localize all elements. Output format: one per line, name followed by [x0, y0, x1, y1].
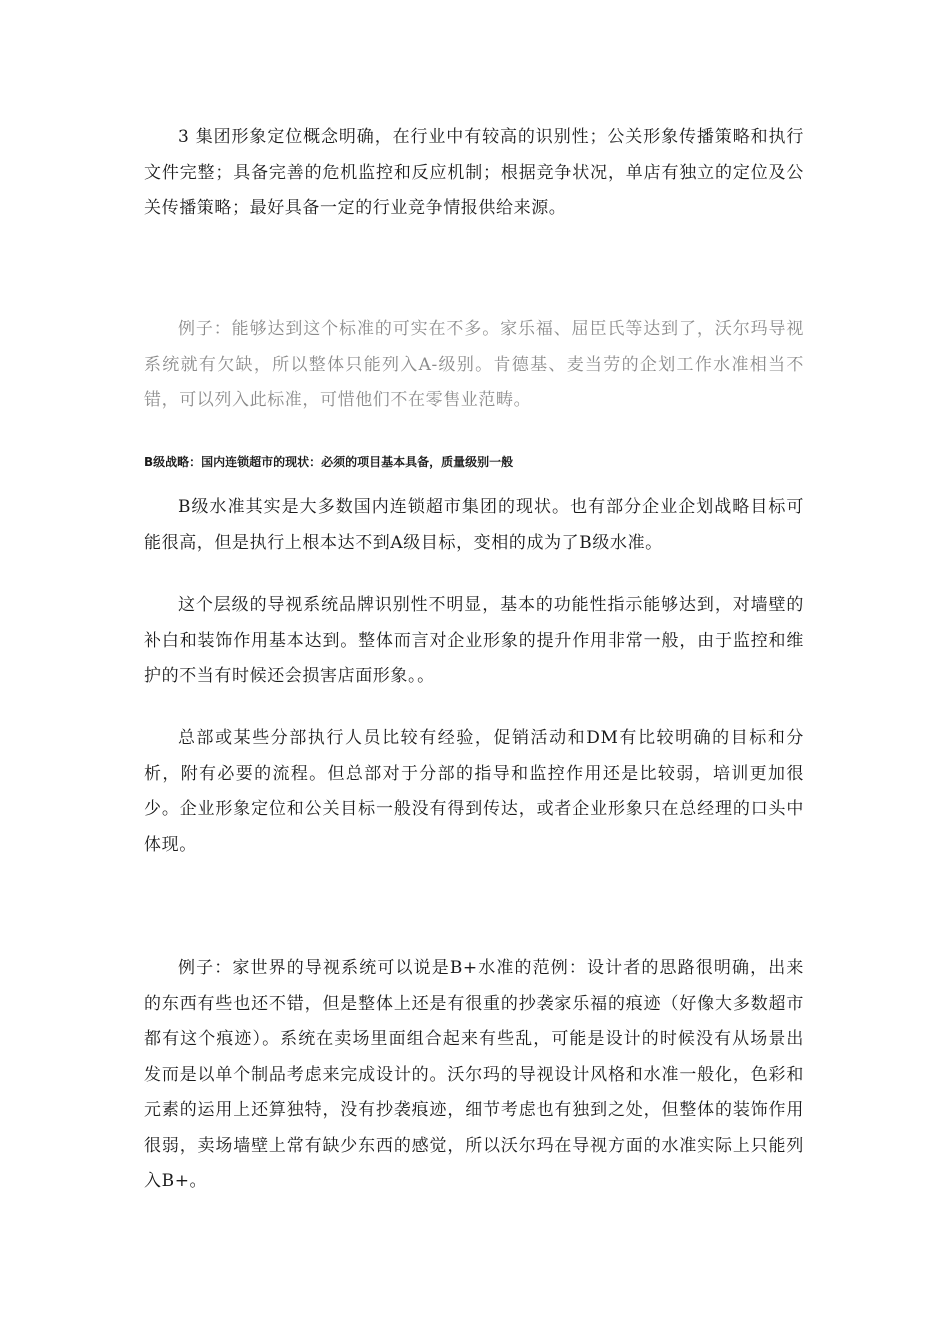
- section-heading-b-level: B级战略：国内连锁超市的现状：必须的项目基本具备，质量级别一般: [144, 455, 514, 469]
- example-paragraph-a-level: 例子：能够达到这个标准的可实在不多。家乐福、屈臣氏等达到了，沃尔玛导视系统就有欠缺，所以整体只能列入A-级别。肯德基、麦当劳的企划工作水准相当不错，可以列入此标准，可惜他们不在零售业范畴。: [144, 319, 804, 410]
- paragraph-group-positioning: 3 集团形象定位概念明确，在行业中有较高的识别性；公关形象传播策略和执行文件完整；具备完善的危机监控和反应机制；根据竞争状况，单店有独立的定位及公关传播策略；最好具备一定的行业竞争情报供给来源。: [144, 127, 804, 218]
- paragraph-headquarters-execution: 总部或某些分部执行人员比较有经验，促销活动和DM有比较明确的目标和分析，附有必要的流程。但总部对于分部的指导和监控作用还是比较弱，培训更加很少。企业形象定位和公关目标一般没有得到传达，或者企业形象只在总经理的口头中体现。: [144, 728, 804, 855]
- example-paragraph-b-plus: 例子：家世界的导视系统可以说是B+水准的范例：设计者的思路很明确，出来的东西有些也还不错，但是整体上还是有很重的抄袭家乐福的痕迹（好像大多数超市都有这个痕迹）。系统在卖场里面组合起来有些乱，可能是设计的时候没有从场景出发而是以单个制品考虑来完成设计的。沃尔玛的导视设计风格和水准一般化，色彩和元素的运用上还算独特，没有抄袭痕迹，细节考虑也有独到之处，但整体的装饰作用很弱，卖场墙壁上常有缺少东西的感觉，所以沃尔玛在导视方面的水准实际上只能列入B+。: [144, 958, 804, 1191]
- paragraph-signage-level: 这个层级的导视系统品牌识别性不明显，基本的功能性指示能够达到，对墙壁的补白和装饰作用基本达到。整体而言对企业形象的提升作用非常一般，由于监控和维护的不当有时候还会损害店面形象。。: [144, 595, 804, 686]
- paragraph-b-level-status: B级水准其实是大多数国内连锁超市集团的现状。也有部分企业企划战略目标可能很高，但是执行上根本达不到A级目标，变相的成为了B级水准。: [144, 497, 804, 553]
